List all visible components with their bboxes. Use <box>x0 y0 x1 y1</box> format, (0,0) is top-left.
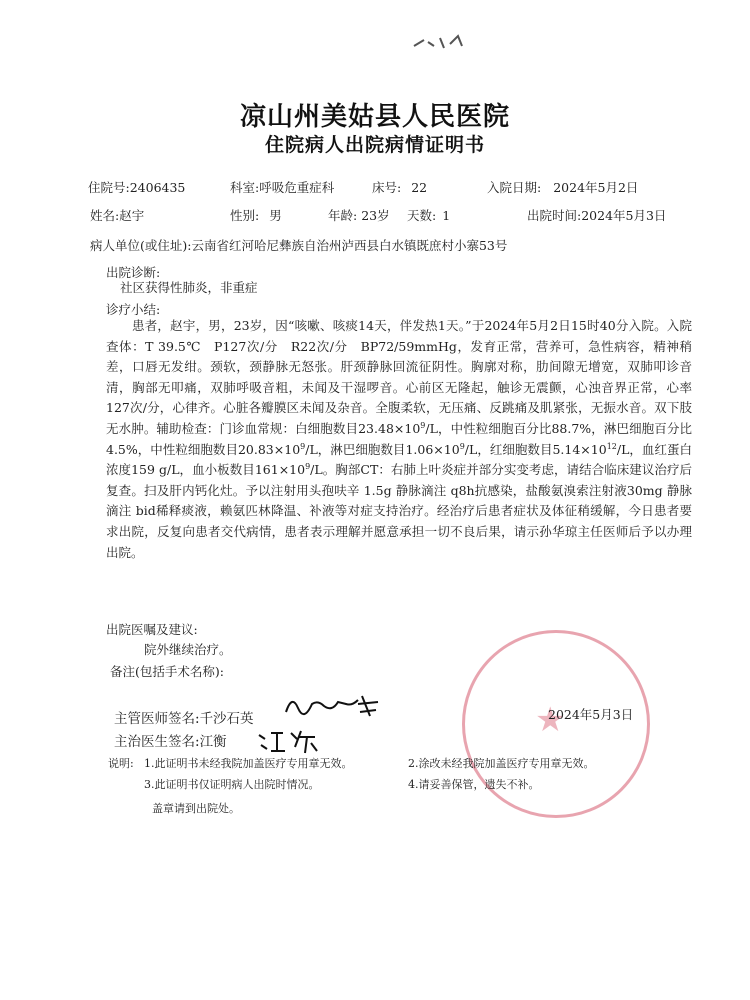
age-value: 23岁 <box>361 208 390 223</box>
patient-name-label: 姓名: <box>90 208 120 223</box>
sex-label: 性别: <box>230 208 260 223</box>
department-field <box>230 178 334 196</box>
bed-field <box>372 178 427 196</box>
note-4: 4.请妥善保管，遗失不补。 <box>408 778 540 791</box>
exponent-rbc: 12 <box>606 441 617 451</box>
patient-name-value: 赵宇 <box>119 208 145 223</box>
note-2: 2.涂改未经我院加盖医疗专用章无效。 <box>408 757 595 770</box>
attending-signature-field <box>114 707 254 727</box>
notes-label: 说明: <box>108 757 134 770</box>
top-scribble <box>410 30 470 52</box>
exponent-lymphocyte: 9 <box>459 441 465 451</box>
admit-date-value: 2024年5月2日 <box>553 180 639 195</box>
address-label: 病人单位(或住址): <box>90 238 192 253</box>
attending-handwritten-signature <box>282 690 382 720</box>
diagnosis-text: 社区获得性肺炎，非重症 <box>120 280 258 295</box>
note-5: 盖章请到出院处。 <box>152 802 240 815</box>
sex-value: 男 <box>269 208 282 223</box>
admission-no-field <box>88 178 185 196</box>
remark-label: 备注(包括手术名称): <box>110 664 224 679</box>
days-field <box>407 206 450 224</box>
sign-date: 2024年5月3日 <box>548 707 634 722</box>
patient-name-field <box>90 206 144 224</box>
hospital-name: 凉山州美姑县人民医院 <box>239 102 510 132</box>
address-field <box>90 236 507 254</box>
summary-part-6: /L。胸部CT：右肺上叶炎症并部分实变考虑，请结合临床建议治疗后复查。扫及肝内钙化灶。予以注射用头孢呋辛 1.5g 静脉滴注 q8h抗感染，盐酸氨溴索注射液30mg 静脉滴注 bid稀释痰液，赖氨匹林降温、补液等对症支持治疗。经治疗后患者症状及体征稍缓解，今日患者要求出院，反复向患者交代病情，患者表示理解并愿意承担一切不良后果，请示孙华琼主任医师后予以办理出院。 <box>106 462 692 560</box>
address-value: 云南省红河哈尼彝族自治州泸西县白水镇既庶村小寨53号 <box>191 238 508 253</box>
days-label: 天数: <box>407 208 437 223</box>
age-field <box>328 206 390 224</box>
chief-handwritten-signature <box>255 727 321 755</box>
exponent-neutrophil: 9 <box>300 441 306 451</box>
document-title: 住院病人出院病情证明书 <box>264 134 485 156</box>
attending-label: 主管医师签名: <box>114 711 200 727</box>
summary-paragraph <box>106 316 692 563</box>
admit-date-field <box>487 178 638 196</box>
bed-value: 22 <box>411 180 428 195</box>
summary-part-3: /L，淋巴细胞数目1.06×10 <box>305 441 460 457</box>
summary-label: 诊疗小结: <box>106 302 161 317</box>
bed-label: 床号: <box>372 180 402 195</box>
chief-name: 江衡 <box>199 734 227 750</box>
age-label: 年龄: <box>328 208 358 223</box>
department-label: 科室: <box>230 180 260 195</box>
note-1: 1.此证明书未经我院加盖医疗专用章无效。 <box>144 757 353 770</box>
exponent-platelet: 9 <box>305 462 311 471</box>
sex-field <box>230 206 282 224</box>
attending-name: 千沙石英 <box>199 711 254 727</box>
admission-no-value: 2406435 <box>129 180 186 195</box>
summary-part-5: /L，血红蛋白浓度159 g/L，血小板数目161×10 <box>106 441 693 478</box>
summary-part-2: /L，中性粒细胞百分比88.7%，淋巴细胞百分比4.5%，中性粒细胞数目20.83×10 <box>106 420 692 457</box>
discharge-time-label: 出院时间: <box>527 208 582 223</box>
advice-label: 出院医嘱及建议: <box>106 622 198 637</box>
exponent-wbc: 9 <box>420 420 426 430</box>
diagnosis-label: 出院诊断: <box>106 265 161 280</box>
advice-text: 院外继续治疗。 <box>144 642 232 657</box>
admit-date-label: 入院日期: <box>487 180 542 195</box>
note-3: 3.此证明书仅证明病人出院时情况。 <box>144 778 320 791</box>
chief-label: 主治医生签名: <box>114 734 200 750</box>
department-value: 呼吸危重症科 <box>259 180 335 195</box>
summary-part-1: 患者，赵宇，男，23岁，因“咳嗽、咳痰14天，伴发热1天。”于2024年5月2日15时40分入院。入院查体：T 39.5℃ P127次/分 R22次/分 BP72/59mmHg，发育正常，营养可，急性病容，精神稍差，口唇无发绀。颈软，颈静脉无怒张。肝颈静脉回流征阴性。胸廓对称，肋间隙无增宽，双肺叩诊音清，胸部无叩痛，双肺呼吸音粗，未闻及干湿啰音。心前区无隆起，触诊无震颤，心浊音界正常，心率127次/分，心律齐。心脏各瓣膜区未闻及杂音。全腹柔软，无压痛、反跳痛及肌紧张，无振水音。双下肢无水肿。辅助检查：门诊血常规：白细胞数目23.48×10 <box>106 318 692 436</box>
discharge-time-field <box>527 206 666 224</box>
admission-no-label: 住院号: <box>88 180 130 195</box>
stamp-star-icon: ★ <box>535 700 566 740</box>
chief-signature-field <box>114 730 227 750</box>
days-value: 1 <box>442 208 451 223</box>
discharge-time-value: 2024年5月3日 <box>581 208 667 223</box>
summary-part-4: /L，红细胞数目5.14×10 <box>464 441 607 457</box>
